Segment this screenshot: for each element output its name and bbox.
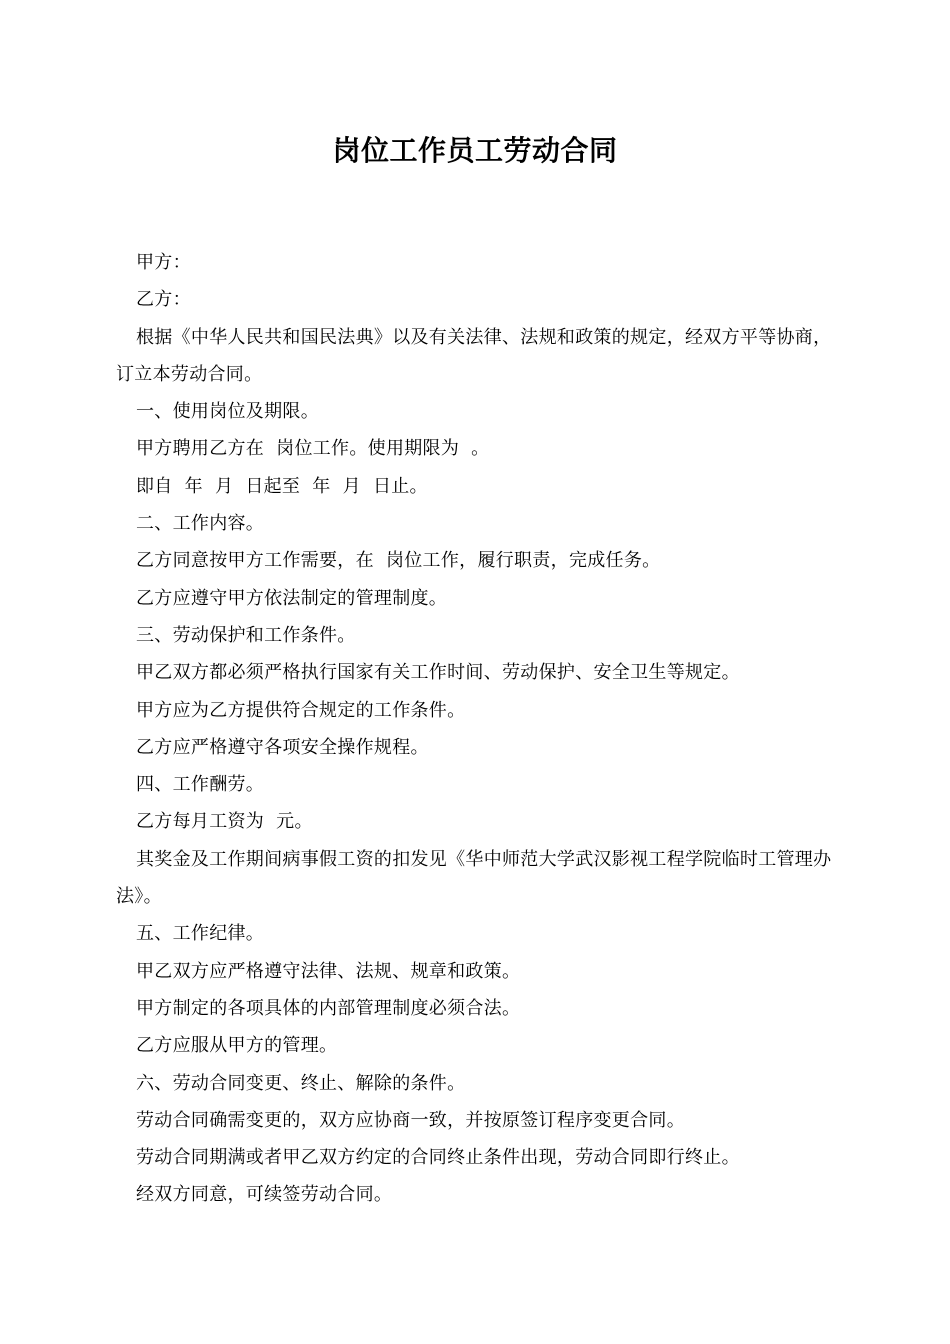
paragraph: 甲方聘用乙方在 岗位工作。使用期限为 。 [136, 438, 490, 460]
section-heading-5: 五、工作纪律。 [136, 923, 265, 945]
paragraph: 即自 年 月 日起至 年 月 日止。 [136, 475, 428, 497]
section-heading-1: 一、使用岗位及期限。 [136, 401, 319, 423]
party-a-line: 甲方： [136, 252, 191, 273]
section-heading-3: 三、劳动保护和工作条件。 [136, 624, 356, 646]
paragraph: 劳动合同确需变更的，双方应协商一致，并按原签订程序变更合同。 [136, 1109, 685, 1131]
paragraph: 甲方制定的各项具体的内部管理制度必须合法。 [136, 997, 521, 1019]
party-b-line: 乙方： [136, 289, 191, 311]
paragraph: 乙方应严格遵守各项安全操作规程。 [136, 736, 429, 758]
paragraph: 甲乙双方应严格遵守法律、法规、规章和政策。 [136, 960, 521, 982]
section-heading-6: 六、劳动合同变更、终止、解除的条件。 [136, 1072, 466, 1094]
paragraph: 甲乙双方都必须严格执行国家有关工作时间、劳动保护、安全卫生等规定。 [136, 662, 740, 684]
paragraph: 甲方应为乙方提供符合规定的工作条件。 [136, 699, 466, 721]
document-body [116, 244, 836, 1214]
preamble-paragraph: 根据《中华人民共和国民法典》以及有关法律、法规和政策的规定，经双方平等协商，订立本劳动合同。 [116, 326, 832, 385]
paragraph: 乙方同意按甲方工作需要，在 岗位工作，履行职责，完成任务。 [136, 550, 661, 572]
section-heading-2: 二、工作内容。 [136, 513, 265, 535]
paragraph: 乙方应服从甲方的管理。 [136, 1035, 338, 1057]
paragraph: 乙方应遵守甲方依法制定的管理制度。 [136, 587, 448, 609]
paragraph: 劳动合同期满或者甲乙双方约定的合同终止条件出现，劳动合同即行终止。 [136, 1147, 740, 1169]
section-heading-4: 四、工作酬劳。 [136, 774, 265, 796]
paragraph: 其奖金及工作期间病事假工资的扣发见《华中师范大学武汉影视工程学院临时工管理办法》。 [116, 848, 832, 908]
document-title: 岗位工作员工劳动合同 [332, 134, 618, 167]
paragraph: 乙方每月工资为 元。 [136, 811, 313, 833]
paragraph: 经双方同意，可续签劳动合同。 [136, 1184, 393, 1206]
